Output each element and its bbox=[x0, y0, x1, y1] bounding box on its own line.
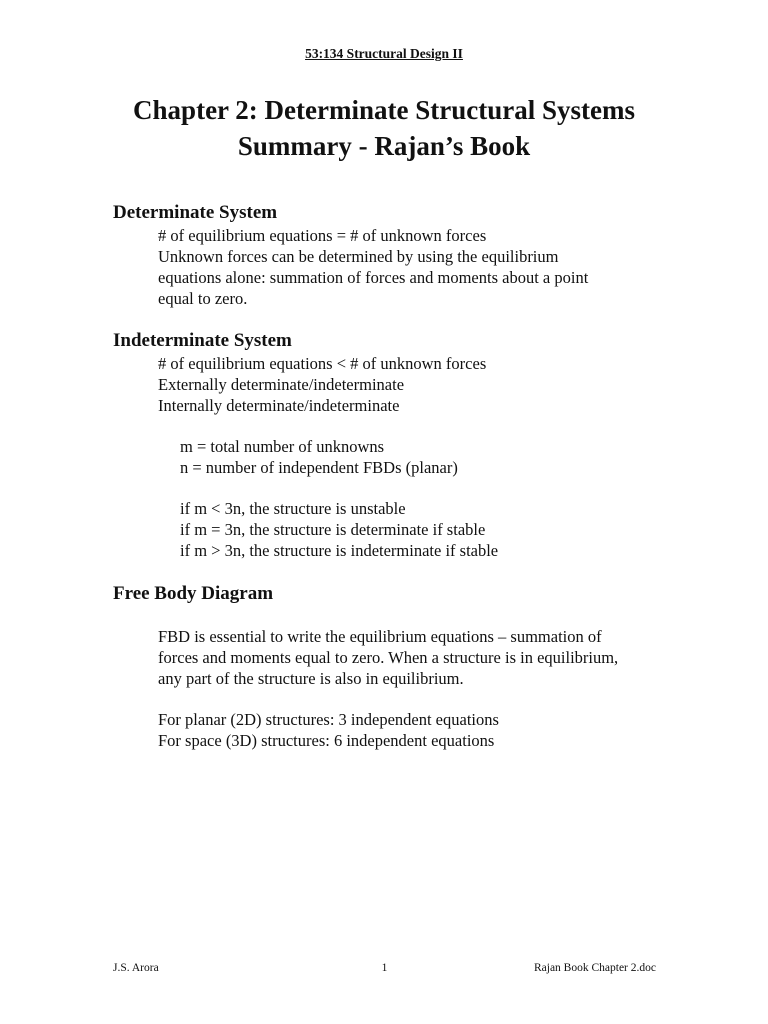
section-heading: Determinate System bbox=[113, 202, 278, 223]
body-line: forces and moments equal to zero. When a structure is in equilibrium, bbox=[158, 648, 619, 667]
body-line: Unknown forces can be determined by using the equilibrium bbox=[158, 247, 559, 266]
section-free-body-diagram bbox=[113, 582, 713, 751]
condition-line: if m < 3n, the structure is unstable bbox=[180, 499, 406, 518]
body-line: # of equilibrium equations < # of unknown forces bbox=[158, 354, 487, 373]
body-line: For planar (2D) structures: 3 independent equations bbox=[158, 710, 499, 729]
title-line-2: Summary - Rajan’s Book bbox=[237, 131, 531, 161]
section-indeterminate-system bbox=[113, 329, 713, 561]
footer-author: J.S. Arora bbox=[113, 962, 159, 974]
page-footer bbox=[113, 962, 656, 978]
definition-line: m = total number of unknowns bbox=[180, 437, 385, 456]
footer-filename: Rajan Book Chapter 2.doc bbox=[533, 962, 656, 974]
title-line-1: Chapter 2: Determinate Structural Systems bbox=[133, 95, 635, 125]
page-title bbox=[0, 92, 768, 164]
section-heading: Free Body Diagram bbox=[113, 583, 274, 604]
body-line: FBD is essential to write the equilibrium equations – summation of bbox=[158, 627, 602, 646]
body-line: For space (3D) structures: 6 independent equations bbox=[158, 731, 495, 750]
course-header: 53:134 Structural Design II bbox=[305, 46, 463, 61]
condition-line: if m = 3n, the structure is determinate if stable bbox=[180, 520, 486, 539]
section-heading: Indeterminate System bbox=[113, 330, 292, 351]
footer-page-number: 1 bbox=[381, 962, 388, 974]
body-line: Internally determinate/indeterminate bbox=[158, 396, 400, 415]
body-line: Externally determinate/indeterminate bbox=[158, 375, 405, 394]
body-line: equal to zero. bbox=[158, 289, 248, 308]
body-line: any part of the structure is also in equilibrium. bbox=[158, 669, 464, 688]
body-line: # of equilibrium equations = # of unknown forces bbox=[158, 226, 487, 245]
definition-line: n = number of independent FBDs (planar) bbox=[180, 458, 458, 477]
condition-line: if m > 3n, the structure is indeterminate if stable bbox=[180, 541, 499, 560]
body-line: equations alone: summation of forces and moments about a point bbox=[158, 268, 589, 287]
section-determinate-system bbox=[113, 201, 713, 309]
